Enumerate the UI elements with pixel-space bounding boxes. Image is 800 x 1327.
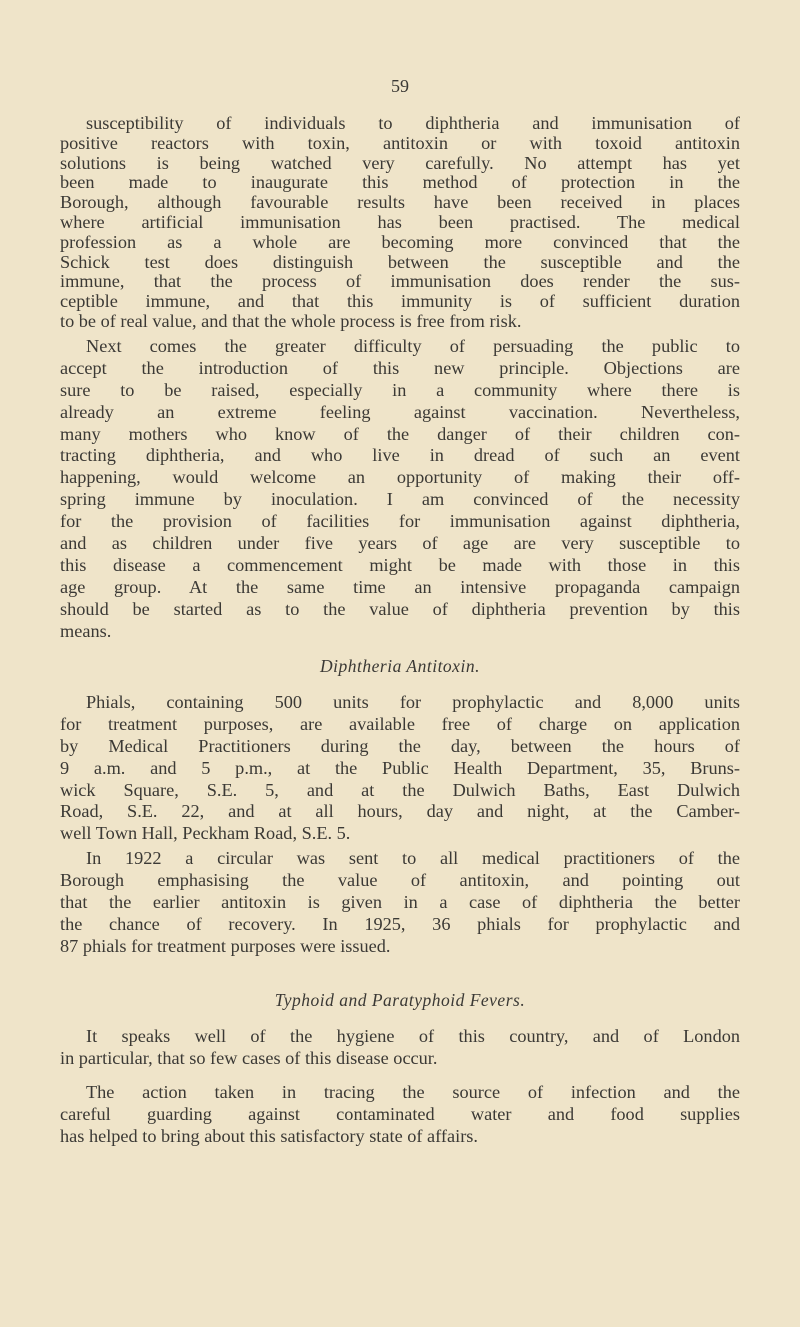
text-line: and as children under five years of age are very susceptible to [60,533,740,554]
section-heading: Diphtheria Antitoxin. [320,656,480,676]
page-number: 59 [391,76,409,96]
text-line: age group. At the same time an intensive propaganda campaign [60,576,740,597]
paragraph [60,848,740,957]
text-line: profession as a whole are becoming more convinced that the [60,231,740,252]
text-line: solutions is being watched very carefully. No attempt has yet [60,152,740,173]
text-line: spring immune by inoculation. I am convinced of the necessity [60,489,740,510]
paragraph [60,336,740,642]
text-line: 9 a.m. and 5 p.m., at the Public Health Department, 35, Bruns- [60,757,740,778]
text-line: well Town Hall, Peckham Road, S.E. 5. [60,823,351,844]
paragraph [60,1082,740,1148]
text-line: by Medical Practitioners during the day, between the hours of [60,735,740,756]
paragraph [60,692,740,845]
text-line: wick Square, S.E. 5, and at the Dulwich Baths, East Dulwich [60,779,740,800]
text-line: means. [60,620,112,641]
paragraph [60,114,740,332]
text-line: Borough, although favourable results have been received in places [60,192,740,213]
text-line: happening, would welcome an opportunity of making their off- [60,467,740,488]
text-line: for the provision of facilities for immunisation against diphtheria, [60,511,740,532]
text-line: 87 phials for treatment purposes were issued. [60,935,391,956]
text-line: tracting diphtheria, and who live in dread of such an event [60,445,740,466]
paragraph [60,1026,740,1070]
text-line: that the earlier antitoxin is given in a case of diphtheria the better [60,891,740,912]
text-line: Schick test does distinguish between the susceptible and the [60,251,740,272]
text-line: Next comes the greater difficulty of persuading the public to [86,336,740,356]
text-line: been made to inaugurate this method of protection in the [60,172,740,193]
text-line: Phials, containing 500 units for prophylactic and 8,000 units [86,692,740,712]
text-line: immune, that the process of immunisation does render the sus- [60,271,740,292]
text-line: positive reactors with toxin, antitoxin or with toxoid antitoxin [60,132,740,153]
text-line: should be started as to the value of diphtheria prevention by this [60,598,740,619]
text-line: in particular, that so few cases of this disease occur. [60,1047,438,1068]
text-line: already an extreme feeling against vaccination. Nevertheless, [60,401,740,422]
text-line: to be of real value, and that the whole process is free from risk. [60,310,522,331]
text-line: this disease a commencement might be made with those in this [60,554,740,575]
text-line: has helped to bring about this satisfactory state of affairs. [60,1125,478,1146]
text-line: where artificial immunisation has been practised. The medical [60,211,740,232]
text-line: In 1922 a circular was sent to all medical practitioners of the [86,848,740,868]
text-line: many mothers who know of the danger of their children con- [60,423,740,444]
text-line: It speaks well of the hygiene of this country, and of London [86,1026,740,1046]
text-line: accept the introduction of this new principle. Objections are [60,357,740,378]
text-line: susceptibility of individuals to diphtheria and immunisation of [86,113,740,133]
text-line: sure to be raised, especially in a community where there is [60,379,740,400]
text-line: ceptible immune, and that this immunity is of sufficient duration [60,291,740,312]
text-line: The action taken in tracing the source of infection and the [86,1082,740,1102]
text-line: the chance of recovery. In 1925, 36 phials for prophylactic and [60,913,740,934]
text-line: careful guarding against contaminated water and food supplies [60,1103,740,1124]
text-line: Road, S.E. 22, and at all hours, day and night, at the Camber- [60,801,740,822]
section-heading: Typhoid and Paratyphoid Fevers. [274,990,526,1010]
text-line: for treatment purposes, are available free of charge on application [60,713,740,734]
text-line: Borough emphasising the value of antitoxin, and pointing out [60,869,740,890]
